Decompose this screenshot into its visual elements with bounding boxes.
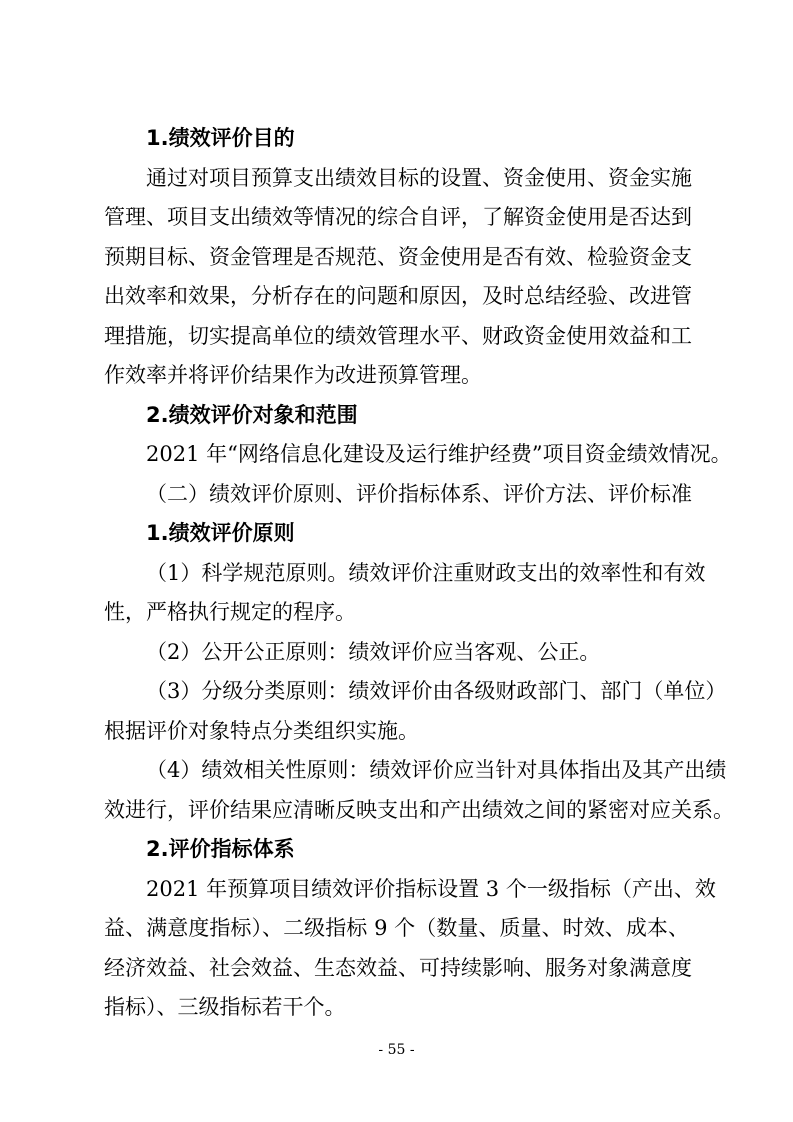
paragraph-line: 指标）、三级指标若干个。 — [104, 995, 346, 1019]
paragraph-line: （2）公开公正原则：绩效评价应当客观、公正。 — [146, 640, 601, 664]
section-heading: 2.绩效评价对象和范围 — [146, 403, 358, 427]
page-number: - 55 - — [378, 1042, 415, 1058]
paragraph-line: 出效率和效果，分析存在的问题和原因，及时总结经验、改进管 — [104, 284, 692, 308]
paragraph-line: 理措施，切实提高单位的绩效管理水平、财政资金使用效益和工 — [104, 324, 692, 348]
paragraph-line: 2021 年“网络信息化建设及运行维护经费”项目资金绩效情况。 — [146, 442, 732, 466]
paragraph-line: 管理、项目支出绩效等情况的综合自评，了解资金使用是否达到 — [104, 205, 692, 229]
paragraph-line: 性，严格执行规定的程序。 — [104, 600, 356, 624]
subsection-title: （二）绩效评价原则、评价指标体系、评价方法、评价标准 — [146, 482, 692, 506]
paragraph-line: （1）科学规范原则。绩效评价注重财政支出的效率性和有效 — [146, 561, 706, 585]
section-heading: 1.绩效评价目的 — [146, 126, 295, 150]
paragraph-line: 效进行，评价结果应清晰反映支出和产出绩效之间的紧密对应关系。 — [104, 798, 734, 822]
paragraph-line: 益、满意度指标）、二级指标 9 个（数量、质量、时效、成本、 — [104, 916, 689, 940]
paragraph-line: 通过对项目预算支出绩效目标的设置、资金使用、资金实施 — [146, 166, 692, 190]
paragraph-line: 2021 年预算项目绩效评价指标设置 3 个一级指标（产出、效 — [146, 877, 716, 901]
paragraph-line: 预期目标、资金管理是否规范、资金使用是否有效、检验资金支 — [104, 245, 692, 269]
paragraph-line: 经济效益、社会效益、生态效益、可持续影响、服务对象满意度 — [104, 956, 692, 980]
paragraph-line: （3）分级分类原则：绩效评价由各级财政部门、部门（单位） — [146, 679, 727, 703]
paragraph-line: （4）绩效相关性原则：绩效评价应当针对具体指出及其产出绩 — [146, 758, 727, 782]
section-heading: 2.评价指标体系 — [146, 837, 295, 861]
section-heading: 1.绩效评价原则 — [146, 521, 295, 545]
paragraph-line: 作效率并将评价结果作为改进预算管理。 — [104, 363, 482, 387]
paragraph-line: 根据评价对象特点分类组织实施。 — [104, 719, 419, 743]
